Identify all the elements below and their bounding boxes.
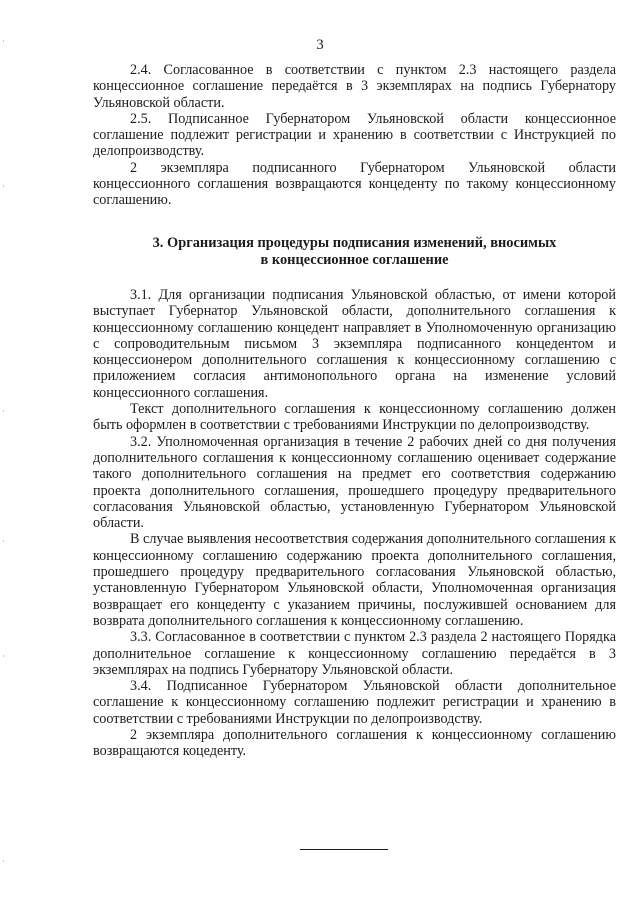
paragraph-3-1-text-format: Текст дополнительного соглашения к концессионному соглашению должен быть оформлен в соответствии с требованиями Инструкции по делопроизводству. — [93, 401, 616, 434]
section-3-heading-line-1: 3. Организация процедуры подписания изменений, вносимых — [152, 235, 557, 251]
closing-rule — [300, 849, 388, 850]
scan-edge-marks — [0, 0, 8, 905]
section-3-body — [93, 287, 616, 760]
section-3-heading — [93, 235, 616, 269]
paragraph-2-4: 2.4. Согласованное в соответствии с пунктом 2.3 настоящего раздела концессионное соглашение передаётся в 3 экземплярах на подпись Губернатору Ульяновской области. — [93, 62, 616, 111]
paragraph-3-copies: 2 экземпляра дополнительного соглашения к концессионному соглашению возвращаются коцеденту. — [93, 727, 616, 760]
paragraph-2-5: 2.5. Подписанное Губернатором Ульяновской области концессионное соглашение подлежит регистрации и хранению в соответствии с Инструкцией по делопроизводству. — [93, 110, 616, 160]
paragraph-3-2: 3.2. Уполномоченная организация в течение 2 рабочих дней со дня получения дополнительного соглашения к концессионному соглашению оценивает содержание такого дополнительного соглашения на предмет его соответствия содержанию проекта дополнительного соглашения, прошедшего процедуру предварительного согласования Ульяновской областью, установленную Губернатором Ульяновской области. — [93, 433, 616, 532]
paragraph-2-copies: 2 экземпляра подписанного Губернатором Ульяновской области концессионного соглашения возвращаются концеденту по такому концессионному соглашению. — [93, 159, 616, 209]
section-3-heading-line-2: в концессионное соглашение — [260, 252, 449, 268]
paragraph-3-1: 3.1. Для организации подписания Ульяновской областью, от имени которой выступает Губернатор Ульяновской области, дополнительного соглашения к концессионному соглашению концедент направляет в Уполномоченную организацию с сопроводительным письмом 3 экземпляра подписанного концедентом и концессионером дополнительного соглашения к концессионному соглашению с приложением согласия антимонопольного органа на изменение условий концессионного соглашения. — [93, 287, 616, 401]
paragraph-3-2-mismatch: В случае выявления несоответствия содержания дополнительного соглашения к концессионному соглашению содержанию проекта дополнительного соглашения, прошедшего процедуру предварительного согласования Ульяновской областью, установленную Губернатором Ульяновской области, Уполномоченная организация возвращает его концеденту с указанием причины, послужившей основанием для возврата дополнительного соглашения к концессионному соглашению. — [93, 531, 616, 629]
paragraph-3-4: 3.4. Подписанное Губернатором Ульяновской области дополнительное соглашение к концессионному соглашению подлежит регистрации и хранению в соответствии с требованиями Инструкции по делопроизводству. — [93, 678, 616, 727]
paragraph-3-3: 3.3. Согласованное в соответствии с пунктом 2.3 раздела 2 настоящего Порядка дополнительное соглашение к концессионному соглашению передаётся в 3 экземплярах на подпись Губернатору Ульяновской области. — [93, 629, 616, 678]
section-2-tail — [93, 62, 616, 209]
page-number: 3 — [316, 37, 324, 53]
